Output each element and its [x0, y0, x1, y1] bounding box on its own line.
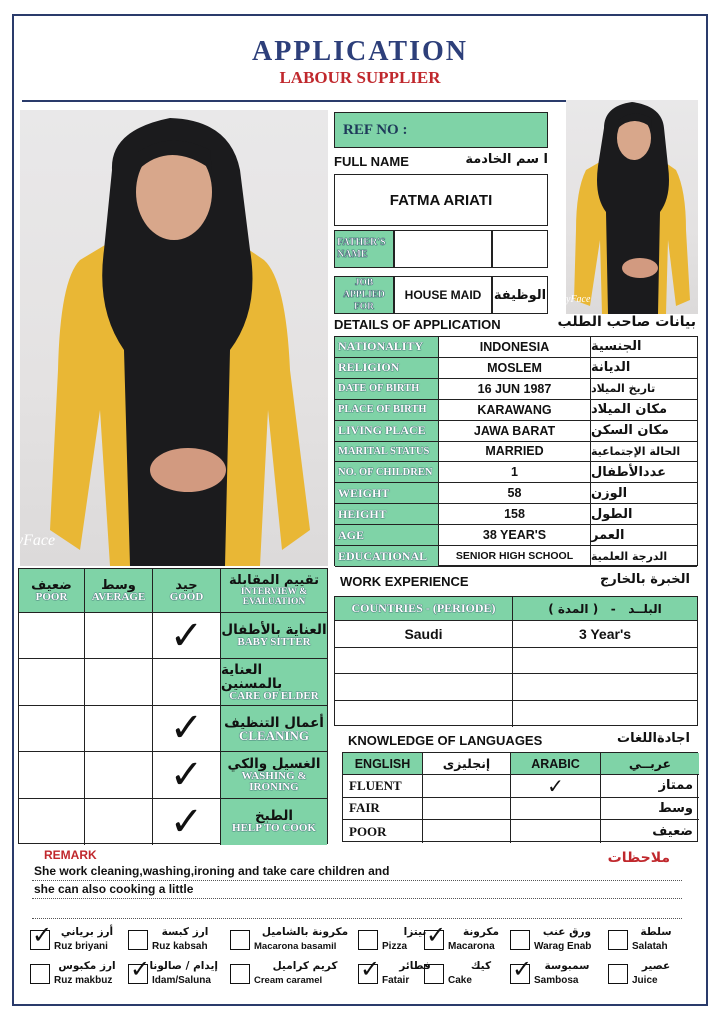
evaluation-header-en: AVERAGE	[91, 591, 146, 603]
food-checkbox[interactable]	[230, 930, 250, 950]
detail-label-cell	[335, 379, 439, 400]
food-label-ar: فطائر	[399, 960, 431, 972]
languages-table	[342, 752, 698, 842]
food-label-ar: سمبوسة	[544, 960, 590, 972]
food-checkbox[interactable]	[230, 964, 250, 984]
details-table	[334, 336, 698, 566]
food-label-en: Ruz briyani	[54, 941, 108, 952]
skill-label-en: WASHING & IRONING	[241, 769, 307, 793]
food-label-en: Salatah	[632, 941, 668, 952]
food-checkbox[interactable]	[128, 930, 148, 950]
photo-watermark: yFace	[16, 532, 56, 549]
work-period-cell[interactable]	[513, 674, 697, 701]
detail-value: MOSLEM	[487, 360, 542, 375]
work-header-ar-cell	[513, 597, 697, 621]
skill-label-ar: أعمال التنظيف	[224, 714, 324, 731]
detail-label-cell	[335, 421, 439, 442]
detail-value: 58	[507, 486, 522, 501]
food-label-ar: كريم كراميل	[272, 960, 338, 972]
detail-value-cell[interactable]	[439, 462, 591, 483]
remark-rule-1	[32, 880, 682, 881]
detail-value-cell[interactable]	[439, 504, 591, 525]
evaluation-header-ar: تقييم المقابلة	[229, 573, 319, 588]
job-label-cell	[334, 276, 394, 314]
detail-value-cell[interactable]	[439, 358, 591, 379]
work-period-cell[interactable]	[513, 648, 697, 675]
detail-label-ar: تاريخ الميلاد	[591, 379, 697, 400]
detail-value-cell[interactable]	[439, 525, 591, 546]
food-checkbox[interactable]	[608, 930, 628, 950]
work-country: Saudi	[404, 625, 443, 642]
detail-label: EDUCATIONAL	[338, 548, 428, 563]
language-level-label: FLUENT	[349, 777, 402, 793]
detail-value: KARAWANG	[477, 402, 552, 417]
language-level-ar	[601, 820, 699, 843]
fathers-name-label: FATHER'S NAME	[337, 237, 386, 260]
languages-title-ar: اجادةاللغات	[617, 731, 690, 746]
check-icon: ✓	[426, 921, 447, 949]
language-level-label-ar: ممتاز	[658, 778, 693, 794]
skill-label-en: HELP TO COOK	[232, 822, 316, 835]
detail-label-cell	[335, 337, 439, 358]
language-level-label: POOR	[349, 823, 387, 839]
language-level-ar	[601, 775, 699, 798]
detail-label: NO. OF CHILDREN	[338, 466, 433, 478]
detail-label-ar: الجنسية	[591, 337, 697, 358]
food-label-en: Pizza	[382, 941, 408, 952]
food-checkbox[interactable]	[128, 955, 151, 984]
rating-good-cell[interactable]	[153, 799, 221, 845]
rating-good-cell[interactable]	[153, 659, 221, 705]
skill-label-en: BABY SITTER	[237, 636, 311, 649]
job-label-ar: الوظيفة	[492, 276, 548, 314]
food-label-ar: كيك	[470, 960, 492, 972]
detail-value: 16 JUN 1987	[477, 381, 552, 396]
person-illustration-small	[566, 100, 698, 314]
detail-label: PLACE OF BIRTH	[338, 404, 427, 416]
detail-value-cell[interactable]	[439, 546, 591, 567]
detail-label-ar: الحالة الإجتماعية	[591, 442, 697, 463]
detail-label-cell	[335, 462, 439, 483]
rating-good-cell[interactable]	[153, 752, 221, 798]
check-icon: ✓	[169, 612, 204, 659]
detail-label: NATIONALITY	[338, 339, 424, 354]
detail-value-cell[interactable]	[439, 337, 591, 358]
rating-average-cell[interactable]	[85, 613, 153, 659]
rating-average-cell[interactable]	[85, 706, 153, 752]
detail-label: LIVING PLACE	[338, 423, 426, 438]
remark-line-2[interactable]: she can also cooking a little	[34, 882, 194, 896]
language-header: ARABIC	[531, 756, 580, 771]
form-subtitle: LABOUR SUPPLIER	[279, 68, 441, 87]
evaluation-header-cell	[19, 569, 85, 613]
language-level-label-ar: وسط	[658, 800, 693, 816]
remark-rule-2	[32, 898, 682, 899]
fathers-name-field-2[interactable]	[492, 230, 548, 268]
detail-label-cell	[335, 546, 439, 567]
remark-line-1[interactable]: She work cleaning,washing,ironing and take care children and	[34, 864, 390, 878]
detail-value-cell[interactable]	[439, 379, 591, 400]
food-label-ar: سلطة	[640, 926, 672, 938]
english-level-cell[interactable]	[423, 820, 511, 843]
language-level-label-ar: ضعيف	[652, 824, 693, 840]
food-label-ar: مكرونة	[463, 926, 499, 938]
food-label-en: Ruz makbuz	[54, 975, 113, 986]
language-level-en	[343, 798, 423, 821]
detail-label: MARITAL STATUS	[338, 445, 430, 457]
evaluation-header-en: POOR	[35, 591, 68, 603]
skill-label-ar: الغسيل والكي	[227, 755, 321, 772]
language-level-en	[343, 775, 423, 798]
language-level-en	[343, 820, 423, 843]
details-title: DETAILS OF APPLICATION	[334, 317, 501, 332]
rating-poor-cell[interactable]	[19, 613, 85, 659]
detail-value: SENIOR HIGH SCHOOL	[455, 550, 574, 563]
food-label-en: Idam/Saluna	[152, 975, 211, 986]
food-checkbox[interactable]	[424, 921, 447, 950]
work-header-ar: البلــد - ( المدة )	[548, 601, 662, 616]
check-icon: ✓	[169, 705, 204, 752]
detail-label: RELIGION	[338, 360, 400, 375]
check-icon: ✓	[169, 751, 204, 798]
evaluation-header-cell	[221, 569, 327, 613]
language-header-cell	[423, 753, 511, 775]
details-title-ar: بيانات صاحب الطلب	[557, 314, 696, 330]
check-icon: ✓	[169, 798, 204, 845]
rating-good-cell[interactable]	[153, 613, 221, 659]
food-checkbox[interactable]	[30, 921, 53, 950]
detail-value: JAWA BARAT	[473, 423, 556, 438]
detail-label-ar: الديانة	[591, 358, 697, 379]
detail-label-ar: الطول	[591, 504, 697, 525]
ref-no-label: REF NO :	[343, 121, 408, 138]
food-label-ar: ارز مكبوس	[58, 960, 116, 972]
photo-watermark-small: yFace	[566, 294, 591, 305]
check-icon: ✓	[32, 921, 53, 949]
detail-label-ar: مكان الميلاد	[591, 400, 697, 421]
detail-label-cell	[335, 483, 439, 504]
applicant-photo-small	[566, 100, 698, 314]
detail-value-cell[interactable]	[439, 400, 591, 421]
skill-label-cell	[221, 752, 327, 798]
check-icon: ✓	[130, 955, 151, 983]
evaluation-header-ar: وسط	[101, 578, 136, 593]
evaluation-header-en: INTERVIEW & EVALUATION	[240, 587, 308, 607]
job-value[interactable]	[394, 276, 492, 314]
detail-label: AGE	[338, 527, 365, 542]
evaluation-header-cell	[85, 569, 153, 613]
evaluation-header-ar: جيد	[175, 578, 198, 593]
detail-label-ar: الوزن	[591, 483, 697, 504]
food-label-ar: عصير	[641, 960, 671, 972]
fathers-name-label-cell	[334, 230, 394, 268]
check-icon: ✓	[547, 773, 564, 798]
rating-poor-cell[interactable]	[19, 799, 85, 845]
skill-label-en: CARE OF ELDER	[229, 689, 319, 702]
arabic-level-cell[interactable]	[511, 775, 601, 798]
check-icon: ✓	[360, 955, 381, 983]
rating-average-cell[interactable]	[85, 752, 153, 798]
food-label-ar: أرز برياني	[60, 926, 114, 938]
food-checkbox[interactable]	[510, 955, 533, 984]
evaluation-table	[18, 568, 328, 844]
language-header-cell	[343, 753, 423, 775]
detail-label: WEIGHT	[338, 485, 390, 500]
detail-label-ar: العمر	[591, 525, 697, 546]
rating-good-cell[interactable]	[153, 706, 221, 752]
food-checkbox[interactable]	[30, 964, 50, 984]
check-icon: ✓	[512, 955, 533, 983]
work-country-cell[interactable]	[335, 701, 513, 728]
ref-no-field[interactable]	[334, 112, 548, 148]
full-name-label: FULL NAME	[334, 154, 409, 169]
languages-title: KNOWLEDGE OF LANGUAGES	[348, 733, 543, 748]
job-text: HOUSE MAID	[404, 288, 482, 302]
rating-poor-cell[interactable]	[19, 706, 85, 752]
detail-label-cell	[335, 525, 439, 546]
skill-label-en: CLEANING	[238, 727, 310, 743]
detail-label: DATE OF BIRTH	[338, 383, 420, 395]
food-checkbox[interactable]	[358, 955, 381, 984]
skill-label-ar: الطبخ	[254, 808, 294, 825]
food-label-en: Ruz kabsah	[152, 941, 208, 952]
detail-label-ar: عددالأطفال	[591, 462, 697, 483]
food-label-ar: إيدام / صالونا	[149, 960, 218, 972]
detail-label: HEIGHT	[338, 506, 387, 521]
food-label-en: Juice	[632, 975, 658, 986]
work-period: 3 Year's	[578, 625, 632, 642]
evaluation-header-cell	[153, 569, 221, 613]
detail-value-cell[interactable]	[439, 483, 591, 504]
detail-label-ar: مكان السكن	[591, 421, 697, 442]
food-label-en: Macarona	[448, 941, 495, 952]
detail-label-cell	[335, 358, 439, 379]
remark-label-ar: ملاحظات	[607, 850, 670, 866]
full-name-value[interactable]	[334, 174, 548, 226]
job-label: JOB APPLIED FOR	[343, 278, 385, 312]
food-label-ar: مكرونة بالشاميل	[261, 926, 349, 938]
detail-value: 158	[504, 507, 525, 522]
remark-label: REMARK	[44, 848, 97, 862]
rating-poor-cell[interactable]	[19, 752, 85, 798]
detail-label-cell	[335, 504, 439, 525]
work-experience-table	[334, 596, 698, 726]
work-experience-title-ar: الخبرة بالخارج	[599, 572, 690, 587]
detail-value: 38 YEAR'S	[482, 528, 547, 543]
food-label-en: Macarona basamil	[254, 941, 337, 952]
language-header: عربــي	[628, 756, 672, 771]
rating-poor-cell[interactable]	[19, 659, 85, 705]
skill-label-cell	[221, 613, 327, 659]
arabic-level-cell[interactable]	[511, 798, 601, 821]
language-header: إنجليزى	[442, 756, 491, 771]
language-header-cell	[601, 753, 699, 775]
food-label-ar: ارز كبسة	[161, 926, 209, 938]
detail-value: MARRIED	[485, 444, 544, 459]
work-country-cell[interactable]	[335, 674, 513, 701]
skill-label-cell	[221, 799, 327, 845]
detail-label-cell	[335, 400, 439, 421]
food-label-en: Warag Enab	[534, 941, 592, 952]
detail-label-ar: الدرجة العلمية	[591, 546, 697, 567]
english-level-cell[interactable]	[423, 798, 511, 821]
food-checkbox[interactable]	[510, 930, 530, 950]
food-checkbox[interactable]	[358, 930, 378, 950]
detail-value: 1	[511, 465, 518, 480]
full-name-text: FATMA ARIATI	[389, 191, 493, 209]
detail-value-cell[interactable]	[439, 421, 591, 442]
food-checkbox[interactable]	[424, 964, 444, 984]
rating-average-cell[interactable]	[85, 799, 153, 845]
evaluation-header-en: GOOD	[169, 591, 204, 603]
food-label-ar: بيتزا	[403, 926, 427, 938]
form-title: APPLICATION	[252, 36, 468, 67]
food-label-ar: ورق عنب	[542, 926, 592, 938]
work-country-cell[interactable]	[335, 648, 513, 675]
english-level-cell[interactable]	[423, 775, 511, 798]
full-name-label-ar: ا سم الخادمة	[465, 152, 548, 167]
person-illustration	[20, 110, 328, 566]
applicant-photo-large	[16, 110, 328, 566]
detail-value: INDONESIA	[479, 339, 550, 354]
arabic-level-cell[interactable]	[511, 820, 601, 843]
work-period-cell[interactable]	[513, 621, 697, 648]
skill-label-ar: العناية بالأطفال	[221, 622, 327, 639]
remark-rule-3	[32, 918, 682, 919]
detail-label-cell	[335, 442, 439, 463]
food-label-en: Cake	[448, 975, 472, 986]
skill-label-cell	[221, 659, 327, 705]
detail-value-cell[interactable]	[439, 442, 591, 463]
food-label-en: Sambosa	[534, 975, 579, 986]
language-header-cell	[511, 753, 601, 775]
language-level-ar	[601, 798, 699, 821]
work-period-cell[interactable]	[513, 701, 697, 728]
skill-label-ar: العناية بالمسنين	[221, 661, 283, 692]
food-label-en: Cream caramel	[254, 975, 323, 986]
work-header-en: COUNTRIES - (PERIODE)	[351, 601, 496, 615]
fathers-name-field[interactable]	[394, 230, 492, 268]
food-label-en: Fatair	[382, 975, 410, 986]
work-header-en-cell	[335, 597, 513, 621]
food-checkbox[interactable]	[608, 964, 628, 984]
work-experience-title: WORK EXPERIENCE	[340, 574, 469, 589]
language-level-label: FAIR	[349, 800, 380, 816]
evaluation-header-ar: ضعيف	[31, 578, 72, 593]
skill-label-cell	[221, 706, 327, 752]
work-country-cell[interactable]	[335, 621, 513, 648]
language-header: ENGLISH	[354, 756, 411, 771]
rating-average-cell[interactable]	[85, 659, 153, 705]
